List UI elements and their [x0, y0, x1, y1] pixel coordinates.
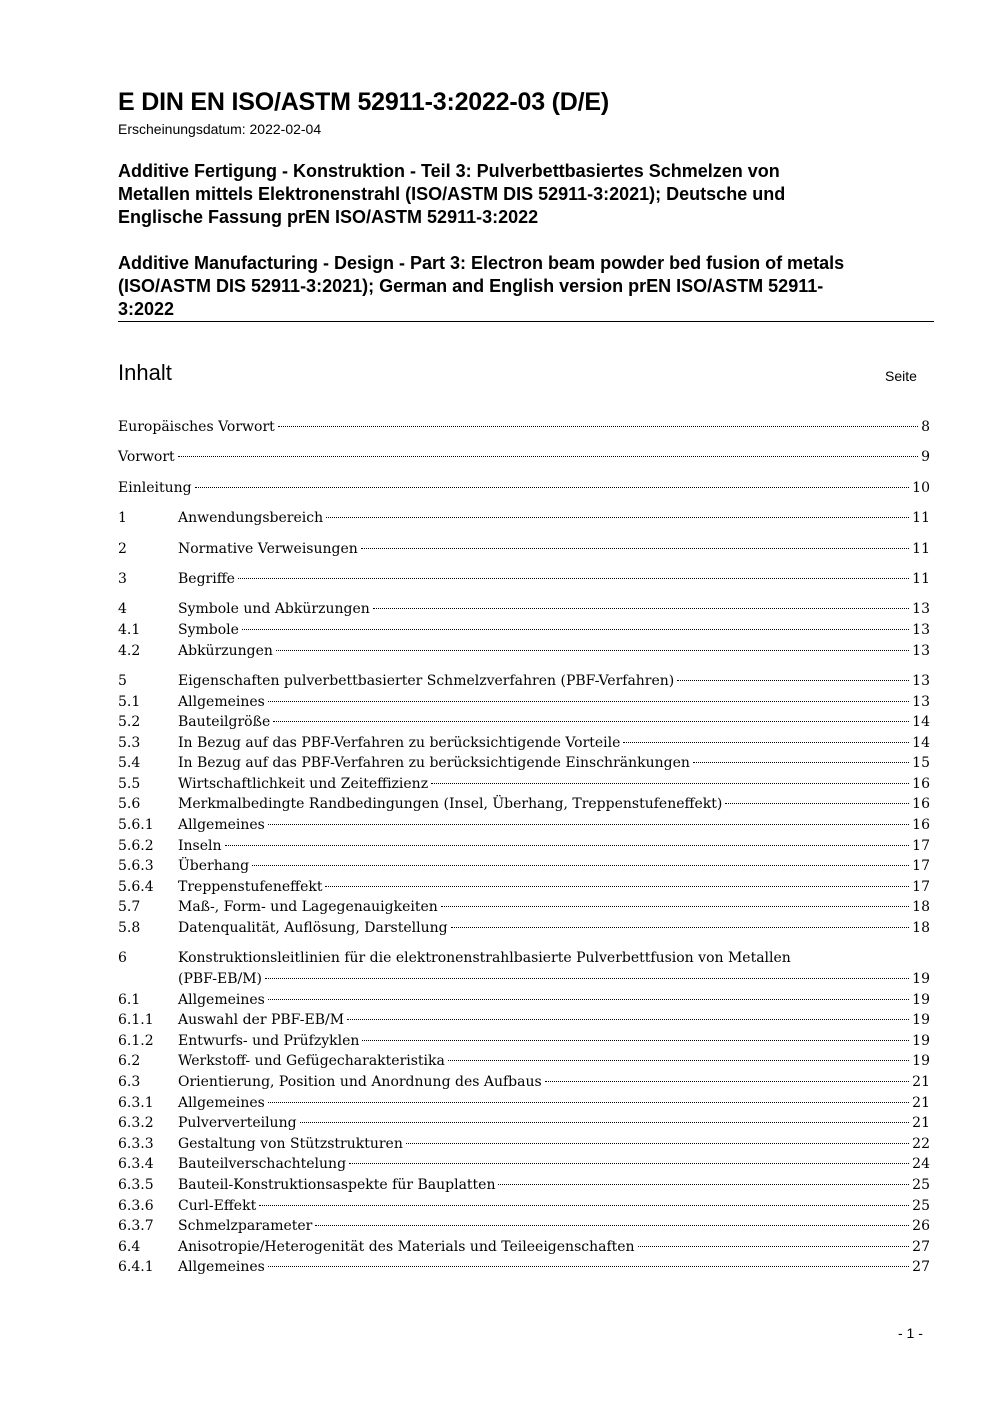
toc-leader-dots: [347, 1019, 909, 1020]
toc-leader-dots: [349, 1163, 909, 1164]
toc-entry-number: 6.1: [118, 991, 141, 1008]
publication-date: Erscheinungsdatum: 2022-02-04: [118, 121, 322, 137]
toc-entry-number: 4.1: [118, 621, 141, 638]
toc-entry-title: Einleitung: [118, 479, 192, 496]
toc-entry-page: 26: [912, 1218, 930, 1235]
toc-entry-page: 24: [912, 1156, 930, 1173]
toc-entry-page: 13: [912, 642, 930, 659]
toc-entry-page: 16: [912, 817, 930, 834]
toc-entry-page: 21: [912, 1115, 930, 1132]
toc-entry-number: 3: [118, 570, 127, 587]
toc-leader-dots: [406, 1143, 909, 1144]
footer-page-number: - 1 -: [898, 1325, 923, 1341]
toc-leader-dots: [268, 1266, 909, 1267]
toc-entry-page: 10: [912, 479, 930, 496]
toc-entry-page: 14: [912, 714, 930, 731]
toc-entry-page: 13: [912, 621, 930, 638]
toc-entry-title: Bauteilgröße: [178, 714, 271, 731]
toc-entry-title: Datenqualität, Auflösung, Darstellung: [178, 920, 448, 937]
toc-entry[interactable]: [118, 1196, 930, 1217]
title-english: [118, 252, 938, 321]
toc-entry[interactable]: [118, 712, 930, 733]
toc-entry-number: 1: [118, 510, 127, 527]
toc-entry[interactable]: [118, 897, 930, 918]
toc-entry-number: 5.1: [118, 693, 141, 710]
toc-leader-dots: [545, 1081, 909, 1082]
toc-entry-number: 6.2: [118, 1053, 141, 1070]
toc-entry-number: 5.8: [118, 920, 141, 937]
toc-entry-page: 21: [912, 1074, 930, 1090]
toc-entry[interactable]: [118, 877, 930, 898]
toc-entry[interactable]: [118, 539, 930, 560]
toc-entry-title: Anisotropie/Heterogenität des Materials und Teileeigenschaften: [178, 1238, 635, 1255]
toc-entry-number: 5.6: [118, 796, 141, 813]
toc-entry-number: 6.3.6: [118, 1197, 154, 1214]
toc-leader-dots: [441, 906, 909, 907]
toc-entry-number: 2: [118, 540, 127, 557]
toc-entry-number: 5.3: [118, 734, 141, 751]
toc-entry-page: 17: [912, 858, 930, 875]
toc-entry-title: Begriffe: [178, 570, 235, 587]
toc-entry-title: Konstruktionsleitlinien für die elektronenstrahlbasierte Pulverbettfusion von Metallen: [178, 950, 791, 967]
toc-leader-dots: [361, 548, 909, 549]
toc-entry-page: 13: [912, 693, 930, 710]
toc-leader-dots: [638, 1246, 910, 1247]
toc-entry-title: In Bezug auf das PBF-Verfahren zu berücksichtigende Einschränkungen: [178, 755, 690, 772]
toc-leader-dots: [278, 426, 918, 427]
toc-entry-number: 6.3.2: [118, 1115, 154, 1132]
toc-entry-page: 11: [912, 570, 930, 587]
toc-entry-title: Eigenschaften pulverbettbasierter Schmelzverfahren (PBF-Verfahren): [178, 672, 675, 689]
toc-entry-title: Symbole: [178, 621, 239, 638]
toc-entry-number: 5.7: [118, 899, 141, 916]
toc-entry-title: Gestaltung von Stützstrukturen: [178, 1135, 403, 1152]
toc-entry[interactable]: [118, 990, 930, 1011]
toc-leader-dots: [677, 680, 909, 681]
toc-leader-dots: [195, 487, 910, 488]
toc-entry-page: 21: [912, 1094, 930, 1111]
toc-entry-title: Allgemeines: [178, 817, 265, 834]
toc-entry-number: 6.3.3: [118, 1135, 154, 1152]
toc-entry-number: 5: [118, 672, 127, 689]
toc-entry-title: Abkürzungen: [178, 642, 273, 659]
toc-entry[interactable]: [118, 753, 930, 774]
toc-entry-number: 5.6.3: [118, 858, 154, 875]
toc-entry-page: 11: [912, 540, 930, 557]
toc-entry[interactable]: [118, 478, 930, 499]
toc-entry-page: 19: [912, 991, 930, 1008]
toc-entry-title: Werkstoff- und Gefügecharakteristika: [178, 1053, 445, 1070]
toc-entry-page: 25: [912, 1197, 930, 1214]
toc-entry-page: 17: [912, 878, 930, 895]
toc-entry-title: Bauteilverschachtelung: [178, 1156, 347, 1173]
toc-entry-number: 6.3.5: [118, 1176, 154, 1193]
toc-entry-page: 16: [912, 796, 930, 813]
toc-entry-page: 9: [921, 449, 930, 466]
toc-entry-title: Normative Verweisungen: [178, 540, 358, 557]
toc-entry-number: 5.2: [118, 714, 141, 731]
toc-entry-page: 16: [912, 775, 930, 792]
toc-entry-number: 6.4: [118, 1238, 141, 1255]
toc-entry-title: Maß-, Form- und Lagegenauigkeiten: [178, 899, 438, 916]
toc-entry-page: 17: [912, 837, 930, 854]
toc-leader-dots: [225, 845, 910, 846]
toc-entry[interactable]: [118, 641, 930, 662]
document-id: E DIN EN ISO/ASTM 52911-3:2022-03 (D/E): [118, 88, 609, 116]
toc-entry[interactable]: [118, 774, 930, 795]
toc-entry-page: 8: [921, 419, 930, 435]
toc-leader-dots: [268, 1102, 909, 1103]
toc-entry[interactable]: [118, 599, 930, 620]
toc-leader-dots: [268, 999, 909, 1000]
toc-leader-dots: [273, 721, 909, 722]
toc-entry-number: 6.4.1: [118, 1259, 154, 1276]
toc-leader-dots: [725, 803, 909, 804]
toc-entry[interactable]: [118, 1031, 930, 1052]
toc-entry-number: 6.3: [118, 1074, 141, 1090]
toc-leader-dots: [325, 886, 909, 887]
toc-entry-title: Treppenstufeneffekt: [178, 878, 323, 895]
toc-entry[interactable]: [118, 1051, 930, 1072]
toc-entry[interactable]: [118, 1134, 930, 1155]
header-divider: [118, 321, 934, 322]
toc-entry[interactable]: [118, 1154, 930, 1175]
toc-entry-title: Allgemeines: [178, 1094, 265, 1111]
title-english-line: 3:2022: [118, 299, 175, 319]
title-english-line: Additive Manufacturing - Design - Part 3: Electron beam powder bed fusion of metals: [118, 253, 845, 273]
toc-leader-dots: [693, 762, 909, 763]
toc-entry-page: 22: [912, 1135, 930, 1152]
toc-entry[interactable]: [118, 856, 930, 877]
toc-entry-page: 13: [912, 601, 930, 618]
toc-entry-number: 5.6.2: [118, 837, 154, 854]
toc-leader-dots: [259, 1205, 909, 1206]
toc-leader-dots: [498, 1184, 909, 1185]
toc-leader-dots: [268, 701, 909, 702]
title-german-line: Metallen mittels Elektronenstrahl (ISO/ASTM DIS 52911-3:2021); Deutsche und: [118, 184, 786, 204]
toc-entry-number: 4: [118, 601, 127, 618]
title-german-line: Englische Fassung prEN ISO/ASTM 52911-3:2022: [118, 207, 539, 227]
toc-entry-title: Allgemeines: [178, 693, 265, 710]
toc-entry[interactable]: [118, 733, 930, 754]
toc-leader-dots: [300, 1122, 910, 1123]
toc-leader-dots: [362, 1040, 909, 1041]
toc-entry-page: 18: [912, 920, 930, 937]
toc-heading: Inhalt: [118, 360, 172, 385]
toc-page-column-label: Seite: [885, 368, 917, 384]
toc-entry-page: 19: [912, 971, 930, 988]
toc-leader-dots: [451, 927, 910, 928]
toc-leader-dots: [448, 1060, 909, 1061]
toc-entry-number: 5.4: [118, 755, 141, 772]
toc-leader-dots: [238, 578, 909, 579]
title-english-line: (ISO/ASTM DIS 52911-3:2021); German and English version prEN ISO/ASTM 52911-: [118, 276, 824, 296]
toc-entry[interactable]: [118, 508, 930, 529]
toc-entry-title: Pulververteilung: [178, 1115, 297, 1132]
toc-entry-page: 27: [912, 1259, 930, 1276]
toc-entry-number: 5.5: [118, 775, 141, 792]
toc-entry-title: Schmelzparameter: [178, 1218, 313, 1235]
toc-entry-page: 19: [912, 1032, 930, 1049]
toc-entry-page: 27: [912, 1238, 930, 1255]
toc-entry-title: Inseln: [178, 837, 222, 854]
toc-entry-title: Europäisches Vorwort: [118, 419, 275, 435]
toc-entry-title: Bauteil-Konstruktionsaspekte für Bauplatten: [178, 1176, 496, 1193]
toc-leader-dots: [242, 629, 909, 630]
toc-entry-title: Wirtschaftlichkeit und Zeiteffizienz: [178, 775, 429, 792]
toc-entry[interactable]: [118, 1072, 930, 1093]
toc-entry[interactable]: [118, 569, 930, 590]
toc-entry[interactable]: [118, 620, 930, 641]
toc-leader-dots: [268, 824, 909, 825]
toc-leader-dots: [431, 783, 909, 784]
toc-leader-dots: [326, 517, 909, 518]
toc-entry-title: Merkmalbedingte Randbedingungen (Insel, Überhang, Treppenstufeneffekt): [178, 796, 723, 813]
toc-entry[interactable]: [118, 815, 930, 836]
toc-entry[interactable]: [118, 1257, 930, 1278]
toc-entry-page: 25: [912, 1176, 930, 1193]
toc-entry-page: 18: [912, 899, 930, 916]
toc-leader-dots: [315, 1225, 909, 1226]
toc-entry[interactable]: [118, 948, 930, 989]
toc-leader-dots: [265, 978, 909, 979]
toc-entry-title: Auswahl der PBF-EB/M: [178, 1012, 345, 1029]
toc-entry[interactable]: [118, 692, 930, 713]
title-german: [118, 160, 938, 229]
toc-entry-number: 6.3.1: [118, 1094, 154, 1111]
toc-entry-page: 14: [912, 734, 930, 751]
toc-entry-number: 4.2: [118, 642, 141, 659]
toc-entry[interactable]: [118, 794, 930, 815]
toc-entry-title: Vorwort: [118, 449, 175, 466]
toc-entry-title: Überhang: [178, 858, 250, 875]
toc-entry-title: Orientierung, Position und Anordnung des Aufbaus: [178, 1074, 542, 1090]
toc-entry[interactable]: [118, 836, 930, 857]
toc-entry[interactable]: [118, 1216, 930, 1237]
toc-entry-page: 11: [912, 510, 930, 527]
toc-entry-page: 19: [912, 1012, 930, 1029]
toc-entry-title-continued: (PBF-EB/M): [178, 971, 263, 988]
toc-entry[interactable]: [118, 918, 930, 939]
toc-entry-title: Symbole und Abkürzungen: [178, 601, 370, 618]
toc-entry-title: In Bezug auf das PBF-Verfahren zu berücksichtigende Vorteile: [178, 734, 621, 751]
toc-entry-number: 6: [118, 950, 127, 967]
toc-entry-title: Curl-Effekt: [178, 1197, 257, 1214]
toc-entry-page: 13: [912, 672, 930, 689]
toc-entry[interactable]: [118, 417, 930, 438]
toc-leader-dots: [252, 865, 909, 866]
toc-entry-title: Allgemeines: [178, 991, 265, 1008]
toc-entry[interactable]: [118, 1113, 930, 1134]
toc-entry-number: 6.1.1: [118, 1012, 154, 1029]
table-of-contents: [118, 417, 930, 1278]
toc-leader-dots: [178, 456, 918, 457]
toc-entry[interactable]: [118, 447, 930, 468]
toc-entry-number: 6.3.7: [118, 1218, 154, 1235]
toc-entry-number: 5.6.4: [118, 878, 154, 895]
toc-entry[interactable]: [118, 1093, 930, 1114]
title-german-line: Additive Fertigung - Konstruktion - Teil 3: Pulverbettbasiertes Schmelzen von: [118, 161, 780, 181]
toc-entry-number: 5.6.1: [118, 817, 154, 834]
toc-leader-dots: [623, 742, 909, 743]
toc-entry[interactable]: [118, 1175, 930, 1196]
toc-entry-page: 15: [912, 755, 930, 772]
toc-entry-title: Anwendungsbereich: [178, 510, 324, 527]
toc-entry[interactable]: [118, 1010, 930, 1031]
toc-entry[interactable]: [118, 1237, 930, 1258]
toc-entry-number: 6.1.2: [118, 1032, 154, 1049]
toc-entry-number: 6.3.4: [118, 1156, 154, 1173]
toc-entry-page: 19: [912, 1053, 930, 1070]
toc-entry[interactable]: [118, 671, 930, 692]
toc-entry-title: Allgemeines: [178, 1259, 265, 1276]
toc-leader-dots: [373, 608, 909, 609]
toc-leader-dots: [276, 650, 909, 651]
toc-entry-title: Entwurfs- und Prüfzyklen: [178, 1032, 360, 1049]
